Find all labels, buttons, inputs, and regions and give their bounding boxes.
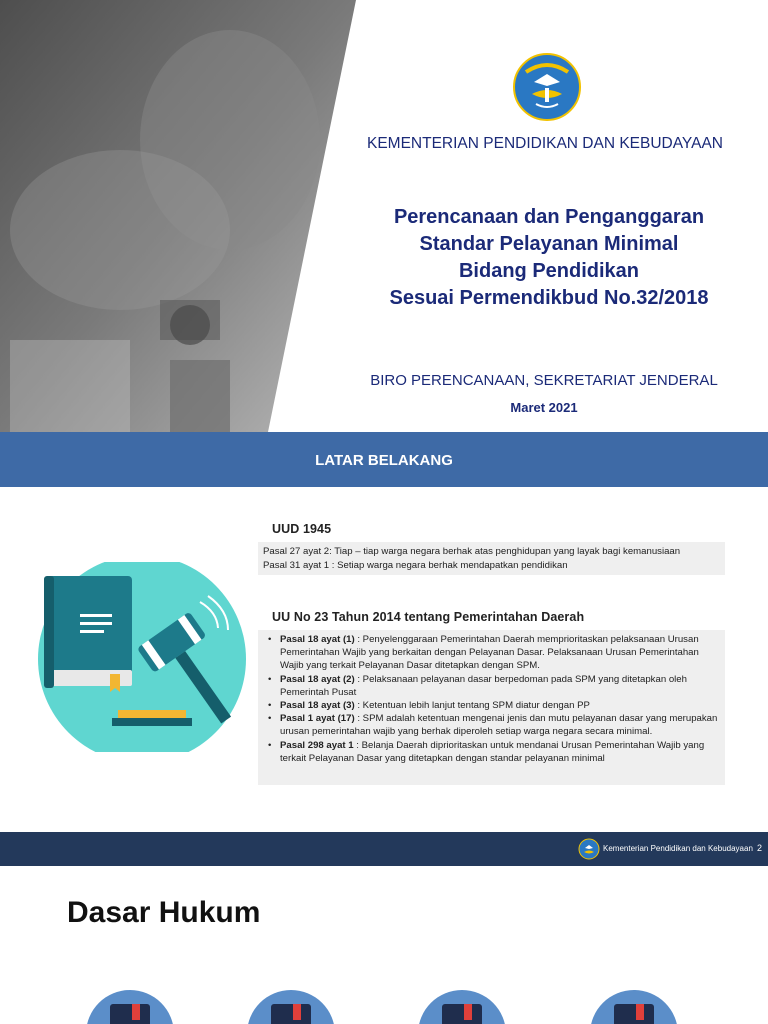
slide-header-title: LATAR BELAKANG: [315, 452, 453, 469]
presentation-title: [330, 204, 768, 312]
list-item: [274, 712, 719, 738]
item-text: : Pelaksanaan pelayanan dasar berpedoman pada SPM yang ditetapkan oleh Pemerintah Pusat: [280, 673, 687, 698]
law-book-icon: [590, 990, 678, 1024]
item-label: Pasal 298 ayat 1: [280, 739, 354, 751]
item-text: : SPM adalah ketentuan mengenai jenis dan mutu pelayanan dasar yang merupakan urusan pemerintahan wajib yang berhak diperoleh setiap warga negara secara minimal.: [280, 713, 718, 738]
uu23-box: [258, 630, 725, 785]
legal-basis-slide: [0, 866, 768, 1024]
background-slide: [0, 432, 768, 866]
list-item: [274, 699, 719, 712]
page-number: 2: [757, 843, 763, 853]
title-line: Standar Pelayanan Minimal: [419, 233, 679, 255]
item-text: : Penyelenggaraan Pemerintahan Daerah memprioritaskan pelaksanaan Urusan Pemerintahan Wajib yang berkaitan dengan Pelayanan Dasar. Pelaksanaan Urusan Pemerintahan Wajib yang terkait Pelayanan Dasar ditetapkan dengan SPM.: [280, 634, 699, 672]
title-line: Perencanaan dan Penganggaran: [393, 206, 705, 228]
uu23-list: [264, 633, 719, 765]
slide-title: Dasar Hukum: [67, 896, 261, 929]
title-line: Bidang Pendidikan: [458, 260, 640, 282]
tut-wuri-handayani-logo: [578, 838, 600, 860]
slide-footer: [0, 832, 768, 866]
list-item: [274, 673, 719, 699]
footer-ministry: Kementerian Pendidikan dan Kebudayaan: [603, 844, 753, 853]
tut-wuri-handayani-logo: [512, 52, 582, 122]
uud-line: Pasal 31 ayat 1 : Setiap warga negara berhak mendapatkan pendidikan: [263, 559, 568, 571]
title-slide: [0, 0, 768, 432]
ministry-name: KEMENTERIAN PENDIDIKAN DAN KEBUDAYAAN: [367, 135, 723, 152]
bureau-name: BIRO PERENCANAAN, SEKRETARIAT JENDERAL: [370, 372, 718, 389]
uud-box: [258, 542, 725, 575]
item-text: : Belanja Daerah diprioritaskan untuk mendanai Urusan Pemerintahan Wajib yang terkait Pelayanan Dasar yang ditetapkan dengan standar pelayanan minimal: [280, 739, 705, 764]
presentation-date: Maret 2021: [510, 400, 578, 415]
item-label: Pasal 18 ayat (1): [280, 634, 355, 645]
list-item: [274, 633, 719, 673]
item-label: Pasal 1 ayat (17): [280, 713, 355, 725]
law-book-gavel-icon: [32, 562, 252, 752]
list-item: [274, 739, 719, 765]
item-label: Pasal 18 ayat (3): [280, 700, 355, 712]
uud-line: Pasal 27 ayat 2: Tiap – tiap warga negara berhak atas penghidupan yang layak bagi kemanusiaan: [263, 546, 681, 557]
law-book-icon: [418, 990, 506, 1024]
law-book-icon: [86, 990, 174, 1024]
item-label: Pasal 18 ayat (2): [280, 673, 355, 685]
section-title-uud: UUD 1945: [272, 522, 332, 536]
background-photo: [0, 0, 356, 432]
title-line: Sesuai Permendikbud No.32/2018: [389, 287, 709, 309]
slide-header: [0, 432, 768, 487]
section-title-uu23: UU No 23 Tahun 2014 tentang Pemerintahan Daerah: [272, 610, 585, 624]
law-book-icon: [247, 990, 335, 1024]
item-text: : Ketentuan lebih lanjut tentang SPM diatur dengan PP: [354, 700, 590, 712]
